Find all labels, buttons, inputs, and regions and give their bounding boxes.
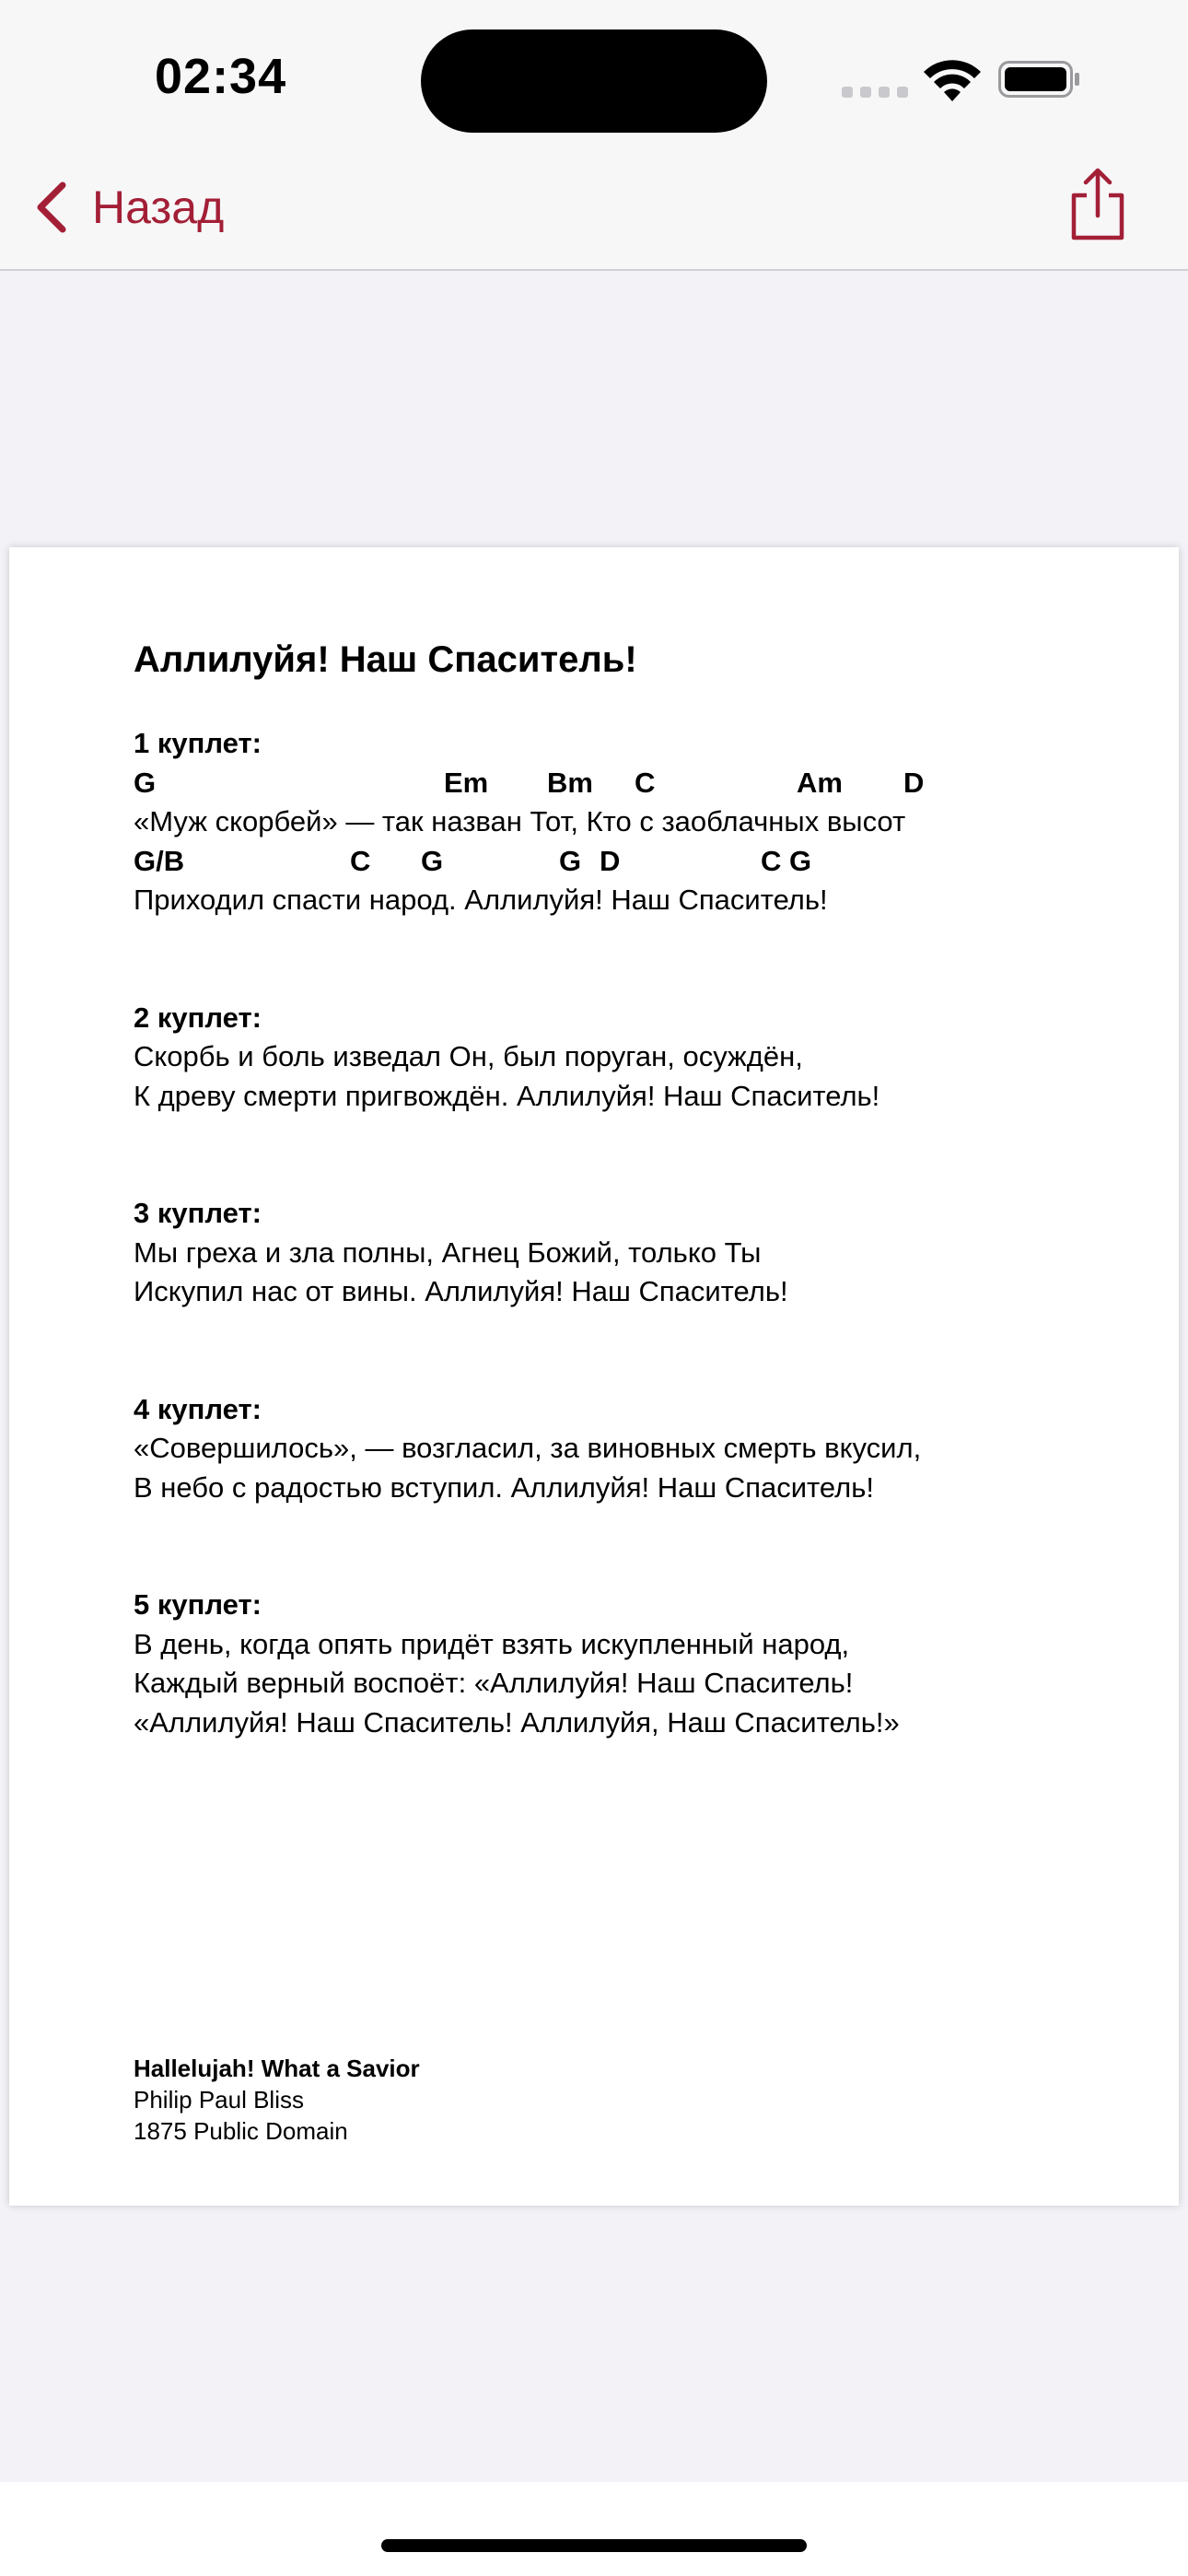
chord: G [134,766,157,799]
status-time: 02:34 [155,49,287,104]
navigation-header [0,0,1188,271]
lyric-line: «Муж скорбей» — так назван Тот, Кто с заоблачных высот [134,805,906,837]
chord: D [903,766,925,799]
lyric-line: В день, когда опять придёт взять искупленный народ, [134,1627,850,1660]
share-icon[interactable] [1068,168,1127,241]
chord: G [789,844,812,877]
back-button[interactable] [33,175,224,240]
chord: C [635,766,656,799]
song-title: Аллилуйя! Наш Спаситель! [134,639,637,680]
lyric-line: Каждый верный воспоёт: «Аллилуйя! Наш Спаситель! [134,1667,854,1699]
chord: Am [797,766,843,799]
cellular-signal-icon [842,87,908,98]
home-indicator[interactable] [381,2539,807,2552]
verse-label: 3 куплет: [134,1197,262,1229]
chord: G [559,844,582,877]
chord-row [134,764,1147,803]
lyric-line: «Совершилось», — возгласил, за виновных смерть вкусил, [134,1432,922,1464]
lyric-line: Приходил спасти народ. Аллилуйя! Наш Спаситель! [134,884,828,916]
document-page [9,547,1179,2206]
bottom-bar [0,2482,1188,2576]
author: Philip Paul Bliss [134,2086,304,2113]
dynamic-island [421,29,767,133]
chord: Em [444,766,489,799]
chevron-left-icon [33,180,70,235]
chord: C [350,844,371,877]
lyric-line: В небо с радостью вступил. Аллилуйя! Наш Спаситель! [134,1470,874,1504]
copyright: 1875 Public Domain [134,2117,348,2145]
chord: Bm [547,766,593,799]
wifi-icon [921,57,984,103]
chord: D [600,844,621,877]
back-label: Назад [92,181,225,233]
lyric-line: Искупил нас от вины. Аллилуйя! Наш Спаситель! [134,1275,788,1307]
lyrics [134,724,1147,1742]
song-credits [134,2053,420,2147]
verse-label: 1 куплет: [134,727,262,759]
lyric-line: Мы греха и зла полны, Агнец Божий, только Ты [134,1235,762,1269]
chord: G [421,844,444,877]
english-title: Hallelujah! What a Savior [134,2055,420,2082]
lyric-line: К древу смерти пригвождён. Аллилуйя! Наш Спаситель! [134,1079,880,1112]
chord-row [134,842,1147,882]
lyric-line: Скорбь и боль изведал Он, был поруган, осуждён, [134,1040,803,1072]
verse-label: 5 куплет: [134,1588,262,1621]
verse-label: 2 куплет: [134,1001,262,1034]
chord: C [761,844,782,877]
lyric-line: «Аллилуйя! Наш Спаситель! Аллилуйя, Наш Спаситель!» [134,1705,900,1739]
verse-label: 4 куплет: [134,1392,262,1425]
battery-icon [998,61,1081,98]
chord: G/B [134,844,185,877]
